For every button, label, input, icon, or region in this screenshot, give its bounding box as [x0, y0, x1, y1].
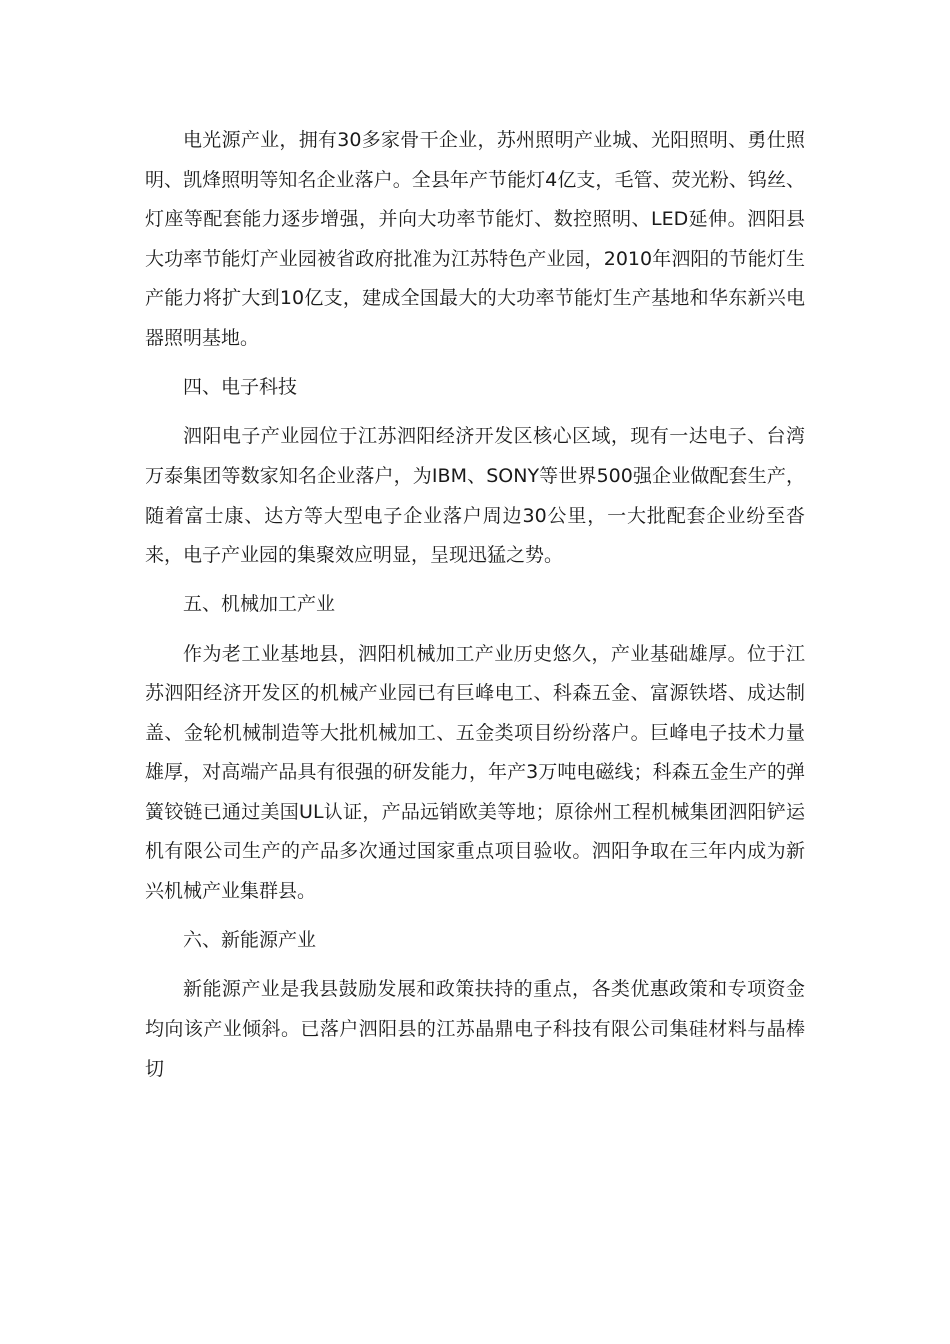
document-page — [145, 121, 805, 1099]
paragraph-electronics: 泗阳电子产业园位于江苏泗阳经济开发区核心区域，现有一达电子、台湾万泰集团等数家知名企业落户，为IBM、SONY等世界500强企业做配套生产，随着富士康、达方等大型电子企业落户周边30公里，一大批配套企业纷至沓来，电子产业园的集聚效应明显，呈现迅猛之势。 — [145, 425, 805, 567]
paragraph-machinery: 作为老工业基地县，泗阳机械加工产业历史悠久，产业基础雄厚。位于江苏泗阳经济开发区的机械产业园已有巨峰电工、科森五金、富源铁塔、成达制盖、金轮机械制造等大批机械加工、五金类项目纷纷落户。巨峰电子技术力量雄厚，对高端产品具有很强的研发能力，年产3万吨电磁线；科森五金生产的弹簧铰链已通过美国UL认证，产品远销欧美等地；原徐州工程机械集团泗阳铲运机有限公司生产的产品多次通过国家重点项目验收。泗阳争取在三年内成为新兴机械产业集群县。 — [145, 642, 805, 903]
paragraph-lighting-industry: 电光源产业，拥有30多家骨干企业，苏州照明产业城、光阳照明、勇仕照明、凯烽照明等知名企业落户。全县年产节能灯4亿支，毛管、荧光粉、钨丝、灯座等配套能力逐步增强，并向大功率节能灯、数控照明、LED延伸。泗阳县大功率节能灯产业园被省政府批准为江苏特色产业园，2010年泗阳的节能灯生产能力将扩大到10亿支，建成全国最大的大功率节能灯生产基地和华东新兴电器照明基地。 — [145, 129, 805, 349]
section-heading-new-energy: 六、新能源产业 — [183, 929, 317, 952]
section-heading-machinery: 五、机械加工产业 — [183, 593, 336, 616]
paragraph-new-energy: 新能源产业是我县鼓励发展和政策扶持的重点，各类优惠政策和专项资金均向该产业倾斜。已落户泗阳县的江苏晶鼎电子科技有限公司集硅材料与晶棒切 — [145, 978, 805, 1080]
section-heading-electronics: 四、电子科技 — [183, 376, 298, 399]
